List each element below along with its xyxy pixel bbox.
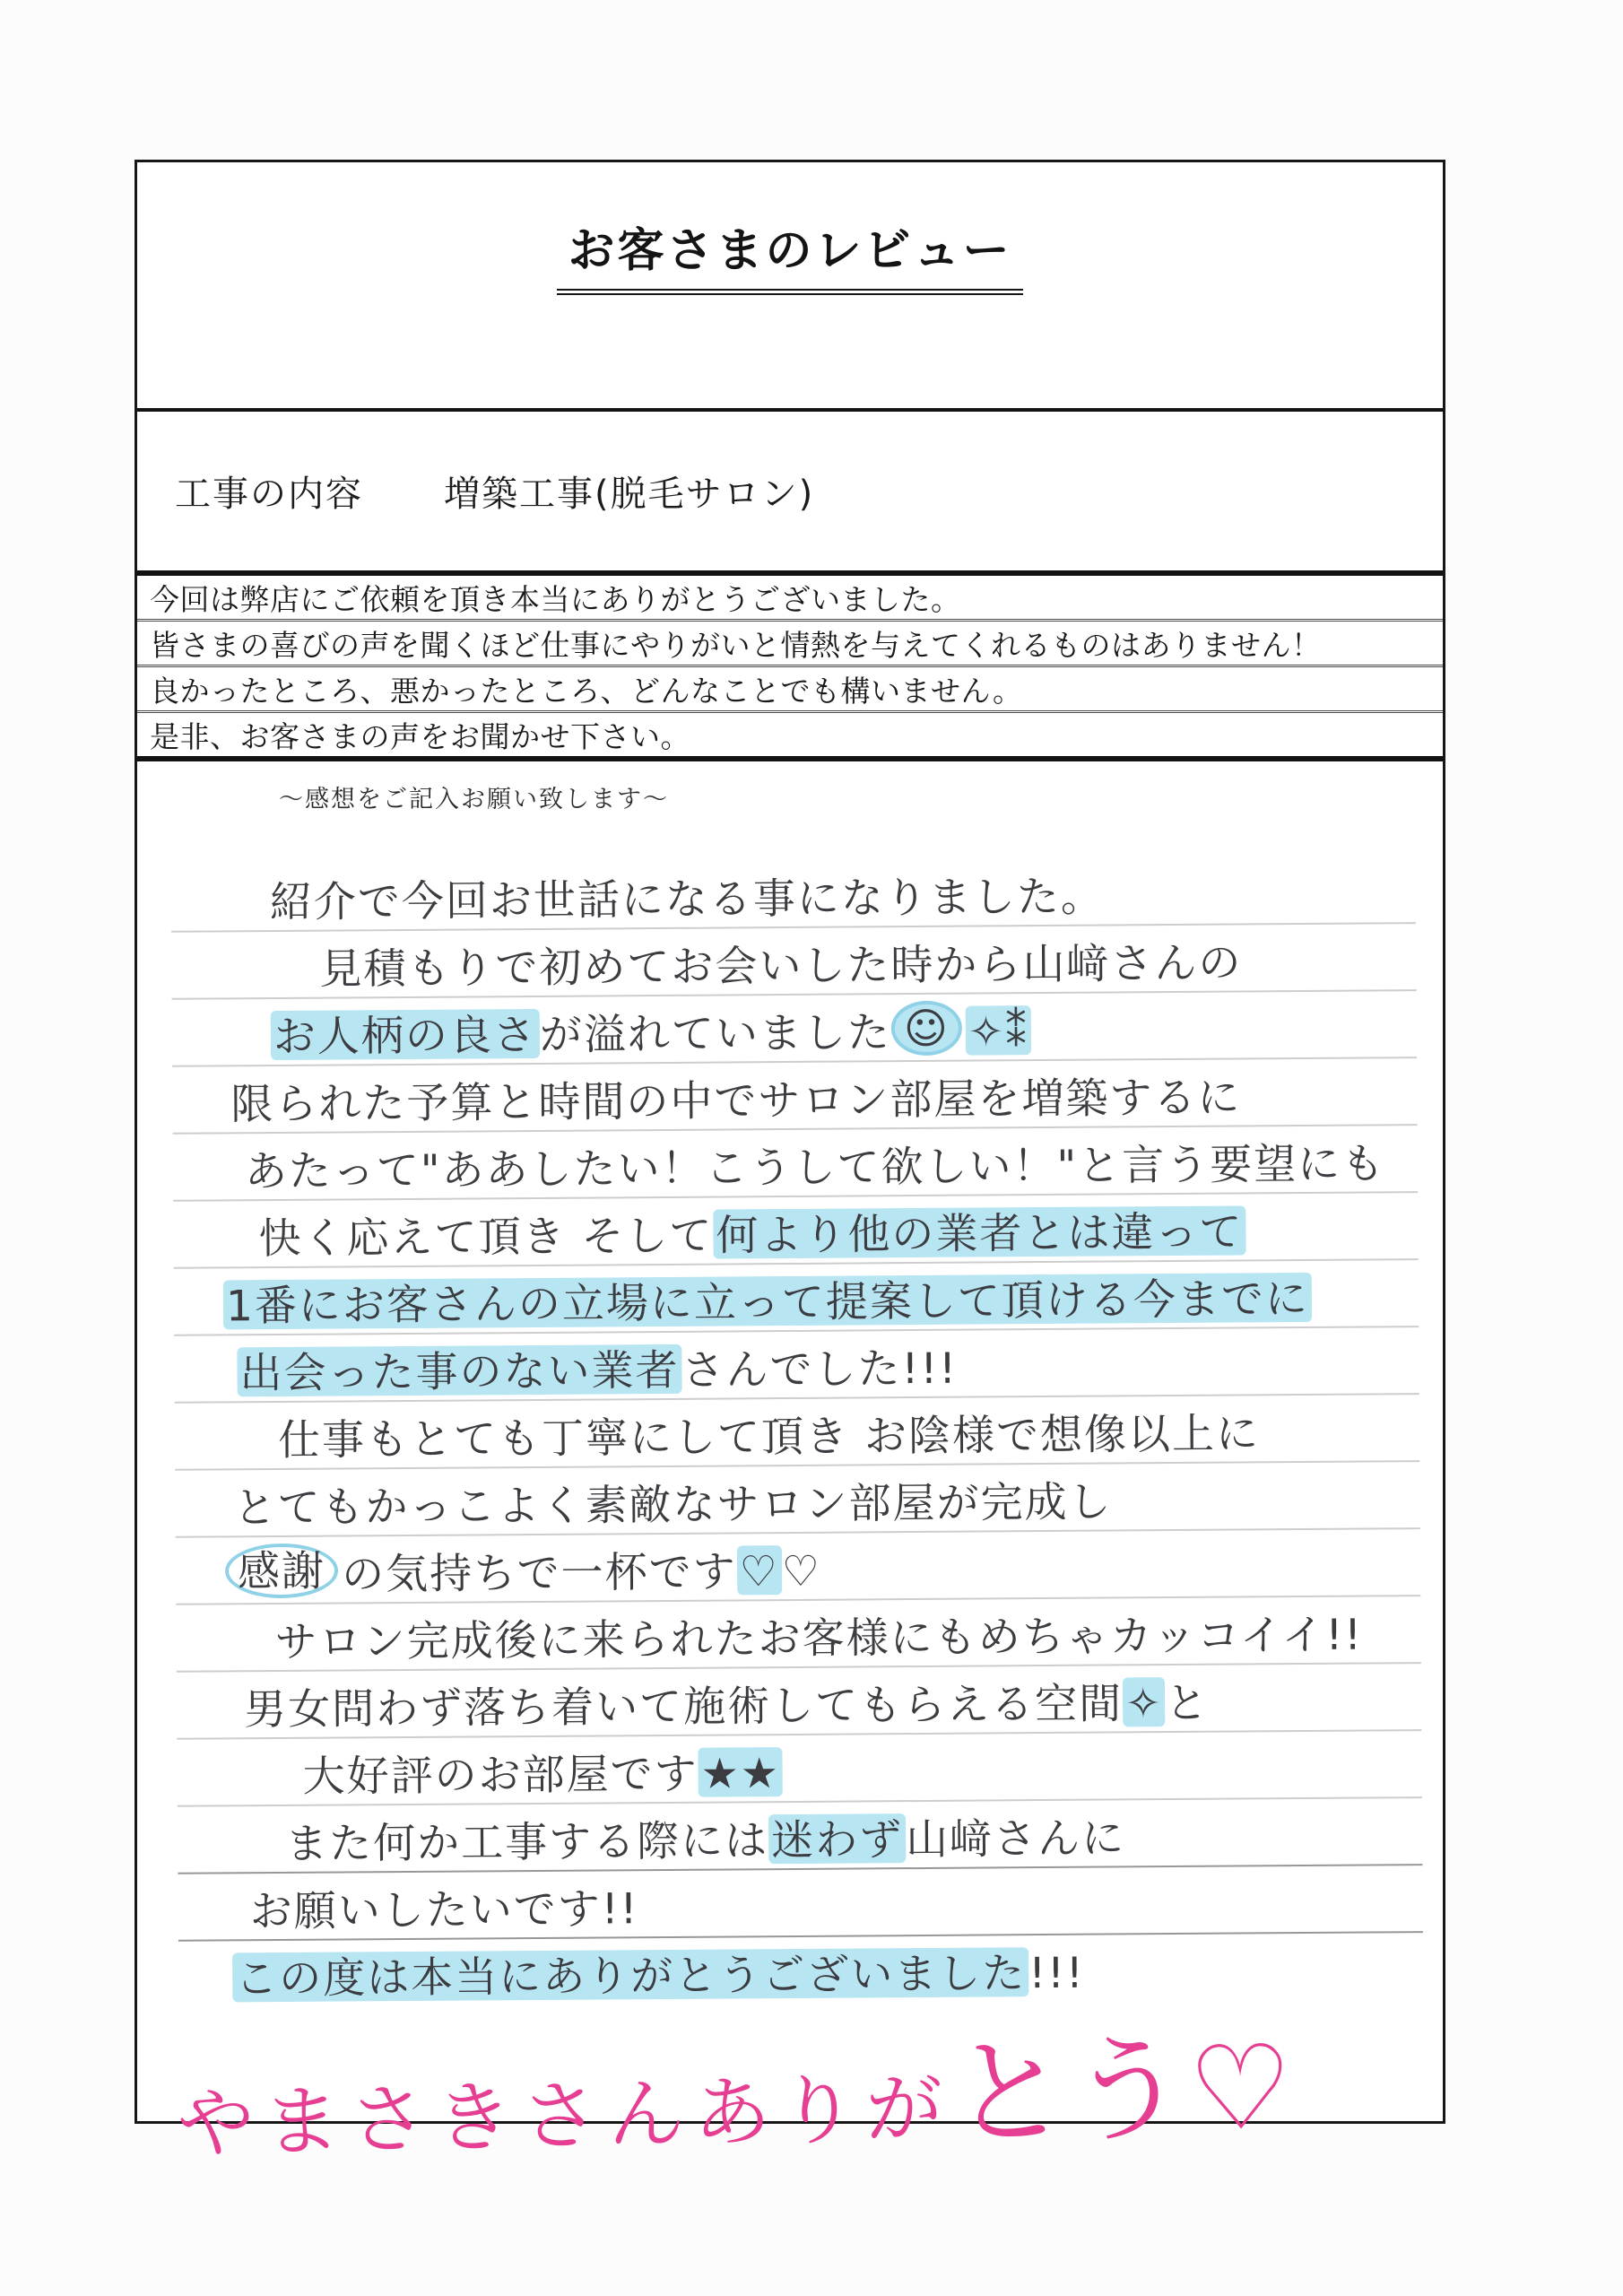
handwritten-line xyxy=(178,1798,1422,1874)
highlighted-text: ✧ xyxy=(1123,1677,1166,1726)
handwritten-text: とてもかっこよく素敵なサロン部屋が完成し xyxy=(233,1477,1113,1534)
pink-thanks xyxy=(175,1991,1443,2185)
comment-area xyxy=(137,761,1443,2185)
handwritten-text: また何か工事する際には xyxy=(284,1816,769,1869)
field-label: 工事の内容 xyxy=(175,474,363,515)
handwritten-text: と xyxy=(1165,1678,1210,1729)
highlighted-text: お人柄の良さ xyxy=(271,1009,540,1060)
highlighted-text: ✧⁑ xyxy=(966,1005,1031,1056)
handwritten-line xyxy=(178,1866,1422,1942)
highlighted-text: 出会った事のない業者 xyxy=(237,1344,681,1396)
highlighted-text: ♡ xyxy=(736,1545,782,1595)
handwritten-text: !!! xyxy=(1028,1948,1085,1999)
handwritten-line xyxy=(177,1731,1421,1807)
handwritten-line xyxy=(176,1596,1420,1673)
handwritten-text: ♡ xyxy=(781,1546,822,1597)
field-row xyxy=(137,412,1443,576)
handwritten-text: 山﨑さんに xyxy=(905,1813,1126,1866)
handwritten-line xyxy=(171,924,1416,1000)
handwritten-line xyxy=(172,1058,1417,1135)
page-title: お客さまのレビュー xyxy=(557,213,1022,295)
handwritten-text: が溢れていました xyxy=(539,1008,892,1060)
handwritten-text: の気持ちで一杯です xyxy=(341,1547,737,1600)
handwritten-line xyxy=(175,1395,1419,1471)
handwritten-text: 大好評のお部屋です xyxy=(302,1749,699,1802)
handwritten-text: 限られた予算と時間の中でサロン部屋を増築するに xyxy=(230,1073,1242,1130)
handwritten-line xyxy=(172,991,1417,1067)
handwritten-line xyxy=(175,1462,1419,1538)
handwritten-line xyxy=(176,1529,1420,1605)
handwritten-text: お願いしたいです!! xyxy=(249,1884,639,1937)
highlighted-text: ☺ xyxy=(891,1001,962,1057)
handwritten-text: 男女問わず落ち着いて施術してもらえる空間 xyxy=(243,1679,1124,1735)
handwritten-text: 快く応えて頂き そして xyxy=(258,1211,714,1265)
field-value: 増築工事(脱毛サロン) xyxy=(444,474,815,515)
intro-messages xyxy=(137,576,1443,761)
pink-text: やまさきさんありが xyxy=(176,2063,953,2170)
highlighted-text: 迷わず xyxy=(768,1813,906,1864)
handwritten-text: サロン完成後に来られたお客様にもめちゃカッコイイ!! xyxy=(274,1610,1364,1668)
title-section xyxy=(137,162,1443,412)
pink-text: とう♡ xyxy=(950,2018,1297,2162)
handwritten-line xyxy=(171,857,1416,933)
comment-hint: ～感想をご記入お願い致します～ xyxy=(279,786,669,813)
handwritten-line xyxy=(173,1126,1418,1202)
highlighted-text: この度は本当にありがとうございました xyxy=(232,1947,1028,2002)
intro-message-row: 皆さまの喜びの声を聞くほど仕事にやりがいと情熱を与えてくれるものはありません！ xyxy=(137,619,1443,665)
highlighted-text: 1番にお客さんの立場に立って提案して頂ける今までに xyxy=(223,1273,1312,1329)
handwritten-text: 紹介で今回お世話になる事になりました。 xyxy=(269,872,1106,928)
intro-message-row: 是非、お客さまの声をお聞かせ下さい。 xyxy=(137,710,1443,756)
handwritten-text: さんでした!!! xyxy=(681,1344,959,1396)
handwritten-text: 見積もりで初めてお会いした時から山﨑さんの xyxy=(319,938,1243,995)
handwritten-text: あたって"ああしたい！こうして欲しい！"と言う要望にも xyxy=(244,1139,1386,1197)
handwritten-line xyxy=(174,1260,1419,1336)
handwritten-text: 仕事もとても丁寧にして頂き お陰様で想像以上に xyxy=(277,1409,1261,1465)
handwritten-line xyxy=(177,1664,1421,1740)
highlighted-text: ★★ xyxy=(698,1747,783,1797)
intro-message-row: 良かったところ、悪かったところ、どんなことでも構いません。 xyxy=(137,665,1443,710)
highlighted-text: 感謝 xyxy=(225,1544,338,1599)
intro-message-row: 今回は弊店にご依頼を頂き本当にありがとうございました。 xyxy=(150,581,961,617)
handwritten-review xyxy=(134,857,1447,2009)
handwritten-line xyxy=(174,1327,1419,1404)
highlighted-text: 何より他の業者とは違って xyxy=(713,1205,1245,1258)
handwritten-line xyxy=(173,1193,1418,1269)
review-sheet xyxy=(135,160,1445,2170)
